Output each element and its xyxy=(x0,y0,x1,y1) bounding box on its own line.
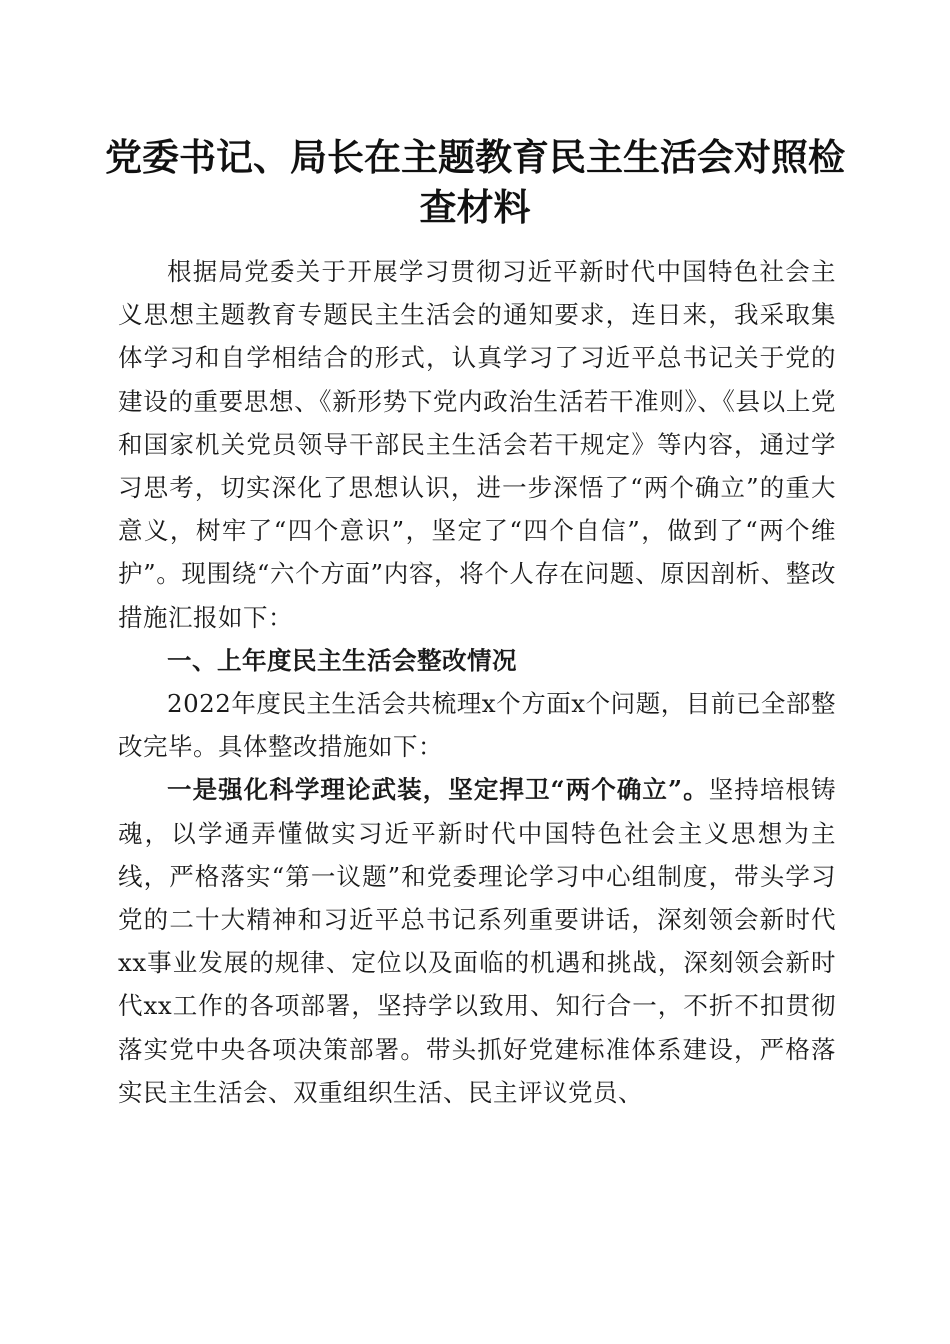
item-lead: 一是强化科学理论武装，坚定捍卫“两个确立”。 xyxy=(167,775,709,805)
item-paragraph xyxy=(118,768,836,1114)
section-heading: 一、上年度民主生活会整改情况 xyxy=(167,645,517,675)
document-title: 党委书记、局长在主题教育民主生活会对照检查材料 xyxy=(105,135,845,229)
document-body xyxy=(118,250,836,1114)
item-text: 坚持培根铸魂，以学通弄懂做实习近平新时代中国特色社会主义思想为主线，严格落实“第一议题”和党委理论学习中心组制度，带头学习党的二十大精神和习近平总书记系列重要讲话，深刻领会新时代xx事业发展的规律、定位以及面临的机遇和挑战，深刻领会新时代xx工作的各项部署，坚持学以致用、知行合一，不折不扣贯彻落实党中央各项决策部署。带头抓好党建标准体系建设，严格落实民主生活会、双重组织生活、民主评议党员、 xyxy=(118,775,836,1107)
intro-paragraph: 根据局党委关于开展学习贯彻习近平新时代中国特色社会主义思想主题教育专题民主生活会的通知要求，连日来，我采取集体学习和自学相结合的形式，认真学习了习近平总书记关于党的建设的重要思想、《新形势下党内政治生活若干准则》、《县以上党和国家机关党员领导干部民主生活会若干规定》等内容，通过学习思考，切实深化了思想认识，进一步深悟了“两个确立”的重大意义，树牢了“四个意识”，坚定了“四个自信”，做到了“两个维护”。现围绕“六个方面”内容，将个人存在问题、原因剖析、整改措施汇报如下： xyxy=(118,257,836,632)
section-paragraph: 2022年度民主生活会共梳理x个方面x个问题，目前已全部整改完毕。具体整改措施如下： xyxy=(118,689,836,762)
